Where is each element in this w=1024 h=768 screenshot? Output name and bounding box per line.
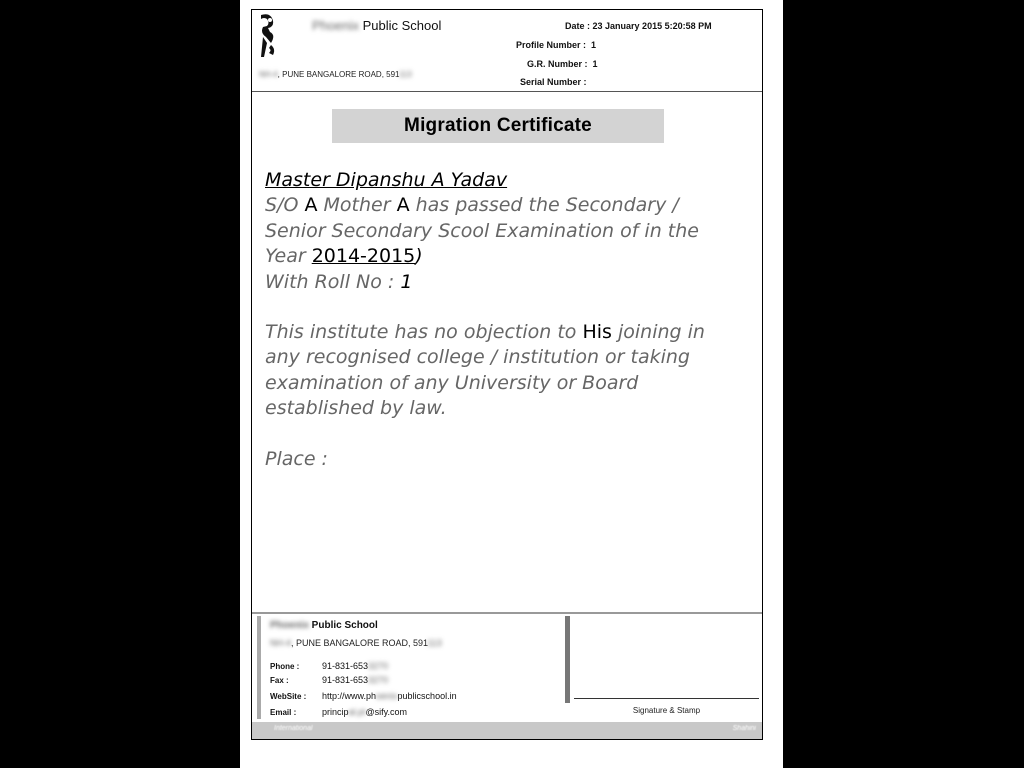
footer-phone: Phone : 91-831-6533270 bbox=[270, 661, 389, 671]
title-banner bbox=[332, 109, 664, 143]
footer-divider bbox=[252, 612, 762, 614]
certificate-frame bbox=[251, 9, 763, 740]
school-address: NH-4, PUNE BANGALORE ROAD, 591113 bbox=[259, 70, 412, 79]
footer-bottom-bar bbox=[252, 722, 762, 739]
passed-statement: S/O A Mother A has passed the Secondary / Senior Secondary Scool Examination of in the Year 2014-2015) bbox=[265, 194, 699, 268]
header-divider bbox=[252, 91, 762, 92]
date-row: Date : 23 January 2015 5:20:58 PM bbox=[565, 21, 712, 31]
student-name: Master Dipanshu A Yadav bbox=[265, 169, 508, 191]
footer-email: Email : principal.pt@sify.com bbox=[270, 707, 408, 717]
roll-number: With Roll No : 1 bbox=[265, 270, 413, 293]
footer-fax: Fax : 91-831-6533270 bbox=[270, 675, 389, 685]
school-logo-icon bbox=[257, 13, 279, 61]
certificate-title: Migration Certificate bbox=[404, 115, 592, 136]
footer-address: NH-4, PUNE BANGALORE ROAD, 591113 bbox=[270, 638, 442, 648]
school-name: Phoenix Public School bbox=[312, 18, 442, 33]
place-label: Place : bbox=[265, 447, 328, 470]
footer-bar-right-text: Shahini bbox=[732, 725, 756, 732]
gr-number-row: G.R. Number : 1 bbox=[527, 59, 598, 69]
objection-statement: This institute has no objection to His joining in any recognised college / institution or taking examination of any University or Board established by law. bbox=[265, 321, 705, 420]
footer-left-bar bbox=[257, 616, 261, 719]
footer-school-name: Phoenix Public School bbox=[270, 620, 378, 631]
certificate-body bbox=[265, 168, 745, 472]
certificate-page bbox=[240, 0, 783, 768]
exam-year: 2014-2015 bbox=[311, 245, 416, 268]
footer-website: WebSite : http://www.phoenixpublicschool.in bbox=[270, 691, 457, 701]
signature-line bbox=[574, 698, 759, 699]
signature-label: Signature & Stamp bbox=[632, 706, 701, 715]
profile-number-row: Profile Number : 1 bbox=[516, 40, 597, 50]
footer-bar-left-text: International bbox=[274, 725, 313, 732]
serial-number-row: Serial Number : bbox=[520, 77, 587, 87]
footer-separator-bar bbox=[565, 616, 570, 703]
